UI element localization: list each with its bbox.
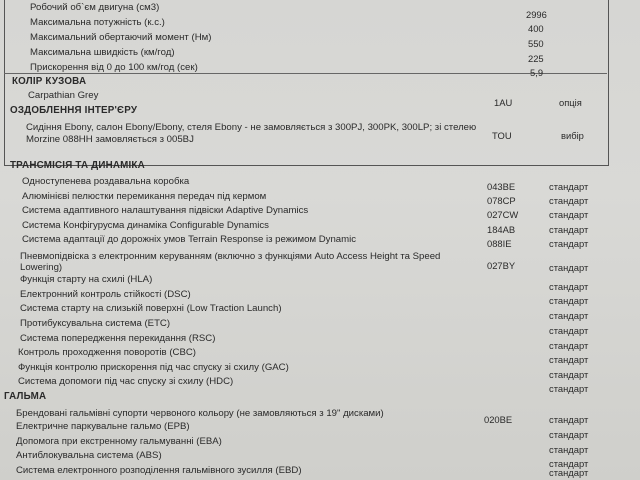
list-item: Контроль проходження поворотів (CBC)	[18, 347, 196, 358]
list-item: Протибуксувальна система (ETC)	[20, 318, 171, 329]
item-code: 027CW	[487, 209, 519, 220]
list-item: Допомога при екстренному гальмуванні (EBA)	[16, 436, 222, 447]
spec-value: 225	[528, 53, 544, 64]
list-item: Електронний контроль стійкості (DSC)	[20, 289, 191, 300]
interior-code: TOU	[492, 130, 512, 141]
item-status: стандарт	[549, 340, 589, 351]
list-item: Брендовані гальмівні супорти червоного кольору (не замовляються з 19" дисками)	[16, 408, 384, 419]
item-code: 088IE	[487, 238, 512, 249]
list-item: Система адаптивного налаштування підвіски Adaptive Dynamics	[22, 205, 309, 216]
spec-value: 5,9	[530, 67, 544, 78]
body-color-code: 1AU	[494, 97, 513, 108]
item-status: стандарт	[549, 354, 589, 365]
spec-label: Прискорення від 0 до 100 км/год (сек)	[30, 62, 198, 73]
interior-line-2: Morzine 088HH замовляється з 005BJ	[26, 134, 194, 145]
list-item: Система електронного розподілення гальмівного зусилля (EBD)	[16, 465, 302, 476]
item-status: стандарт	[549, 181, 589, 192]
list-item: Функція контролю прискорення під час спуску зі схилу (GAC)	[18, 362, 289, 373]
interior-status: вибір	[561, 130, 584, 141]
item-code: 020BE	[484, 414, 513, 425]
list-item: Система старту на слизькій поверхні (Low Traction Launch)	[20, 303, 282, 314]
item-status: стандарт	[549, 281, 589, 292]
spec-value: 550	[528, 38, 544, 49]
section-header-brakes: ГАЛЬМА	[4, 391, 47, 402]
item-status: стандарт	[549, 262, 589, 273]
item-status: стандарт	[549, 310, 589, 321]
item-status: стандарт	[549, 369, 589, 380]
list-item: Одноступенева роздавальна коробка	[22, 176, 190, 187]
item-code: 043BE	[487, 181, 516, 192]
item-status: стандарт	[549, 238, 589, 249]
section-header-transmission: ТРАНСМІСІЯ ТА ДИНАМІКА	[10, 160, 145, 171]
item-status: стандарт	[549, 325, 589, 336]
list-item: Електричне паркувальне гальмо (EPB)	[16, 421, 190, 432]
spec-label: Максимальна потужність (к.с.)	[30, 17, 165, 28]
item-code: 078CP	[487, 195, 516, 206]
spec-value: 400	[528, 23, 544, 34]
list-item: Система Конфігурусма динаміка Configurable Dynamics	[22, 220, 269, 231]
section-header-body-color: КОЛІР КУЗОВА	[12, 76, 87, 87]
item-status: стандарт	[549, 383, 589, 394]
list-item: Система допомоги під час спуску зі схилу (HDC)	[18, 376, 234, 387]
item-status: стандарт	[549, 444, 589, 455]
list-item: Система попередження перекидання (RSC)	[20, 333, 216, 344]
list-item-continuation: Lowering)	[20, 262, 63, 273]
spec-label: Максимальна швидкість (км/год)	[30, 47, 175, 58]
interior-line-1: Сидіння Ebony, салон Ebony/Ebony, стеля Ebony - не замовляється з 300PJ, 300PK, 300LP; зі стелею	[26, 122, 477, 133]
list-item: Пневмопідвіска з електронним керуванням (включно з функціями Auto Access Height та Speed	[20, 251, 441, 262]
spec-label: Максимальний обертаючий момент (Нм)	[30, 32, 212, 43]
list-item: Антиблокувальна система (ABS)	[16, 450, 162, 461]
item-status: стандарт	[549, 295, 589, 306]
item-code: 027BY	[487, 260, 516, 271]
body-color-name: Carpathian Grey	[28, 90, 99, 101]
item-status: стандарт	[549, 467, 589, 478]
list-item: Система адаптації до дорожніх умов Terrain Response із режимом Dynamic	[22, 234, 357, 245]
section-header-interior: ОЗДОБЛЕННЯ ІНТЕР'ЄРУ	[10, 105, 138, 116]
item-status: стандарт	[549, 209, 589, 220]
list-item: Функція старту на схилі (HLA)	[20, 274, 153, 285]
item-status: стандарт	[549, 414, 589, 425]
item-status: стандарт	[549, 224, 589, 235]
item-status: стандарт	[549, 195, 589, 206]
list-item: Алюмінієві пелюстки перемикання передач під кермом	[22, 191, 267, 202]
item-status: стандарт	[549, 429, 589, 440]
body-color-status: опція	[559, 97, 582, 108]
item-status: стандарт	[549, 458, 589, 469]
spec-label: Робочий об`єм двигуна (см3)	[30, 2, 160, 13]
item-code: 184AB	[487, 224, 516, 235]
spec-value: 2996	[526, 9, 547, 20]
